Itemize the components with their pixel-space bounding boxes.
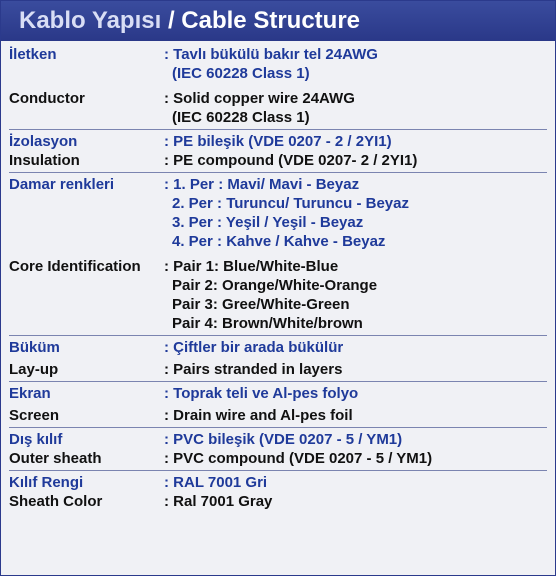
section-insulation bbox=[9, 132, 547, 173]
section-screen bbox=[9, 384, 547, 428]
core-en-row-4 bbox=[9, 314, 547, 333]
layup-en-value: : Pairs stranded in layers bbox=[164, 361, 343, 378]
core-tr-value-2: 2. Per : Turuncu/ Turuncu - Beyaz bbox=[172, 195, 409, 212]
section-conductor bbox=[9, 45, 547, 130]
conductor-en-row-1 bbox=[9, 89, 547, 108]
insulation-tr-value: : PE bileşik (VDE 0207 - 2 / 2YI1) bbox=[164, 133, 392, 150]
core-en-row-2 bbox=[9, 276, 547, 295]
conductor-tr-row-2 bbox=[9, 64, 547, 83]
insulation-tr-label: İzolasyon bbox=[9, 133, 78, 150]
conductor-en-label: Conductor bbox=[9, 90, 85, 107]
page-title bbox=[1, 1, 555, 41]
core-en-value-4: Pair 4: Brown/White/brown bbox=[172, 315, 363, 332]
core-tr-row-3 bbox=[9, 213, 547, 232]
section-outer-sheath bbox=[9, 430, 547, 471]
core-tr-value-1: : 1. Per : Mavi/ Mavi - Beyaz bbox=[164, 176, 360, 193]
core-en-row-1 bbox=[9, 257, 547, 276]
core-tr-label: Damar renkleri bbox=[9, 176, 115, 193]
layup-en-row bbox=[9, 360, 547, 379]
layup-tr-row bbox=[9, 338, 547, 357]
core-tr-row-1 bbox=[9, 175, 547, 194]
color-en-row bbox=[9, 492, 547, 511]
layup-tr-value: : Çiftler bir arada bükülür bbox=[164, 339, 344, 356]
layup-tr-label: Büküm bbox=[9, 339, 60, 356]
screen-en-label: Screen bbox=[9, 407, 60, 424]
color-tr-row bbox=[9, 473, 547, 492]
screen-en-row bbox=[9, 406, 547, 425]
color-tr-label: Kılıf Rengi bbox=[9, 474, 84, 491]
core-tr-row-4 bbox=[9, 232, 547, 251]
title-english: Cable Structure bbox=[181, 7, 361, 34]
conductor-tr-label: İletken bbox=[9, 46, 57, 63]
sheath-en-label: Outer sheath bbox=[9, 450, 102, 467]
layup-en-label: Lay-up bbox=[9, 361, 59, 378]
color-tr-value: : RAL 7001 Gri bbox=[164, 474, 268, 491]
color-en-label: Sheath Color bbox=[9, 493, 103, 510]
core-en-value-1: : Pair 1: Blue/White-Blue bbox=[164, 258, 339, 275]
section-layup bbox=[9, 338, 547, 382]
section-core-identification bbox=[9, 175, 547, 336]
screen-tr-label: Ekran bbox=[9, 385, 51, 402]
core-en-value-3: Pair 3: Gree/White-Green bbox=[172, 296, 350, 313]
core-en-value-2: Pair 2: Orange/White-Orange bbox=[172, 277, 378, 294]
core-tr-row-2 bbox=[9, 194, 547, 213]
screen-tr-value: : Toprak teli ve Al-pes folyo bbox=[164, 385, 359, 402]
insulation-en-row bbox=[9, 151, 547, 170]
sheath-en-value: : PVC compound (VDE 0207 - 5 / YM1) bbox=[164, 450, 433, 467]
core-tr-value-3: 3. Per : Yeşil / Yeşil - Beyaz bbox=[172, 214, 364, 231]
sheath-en-row bbox=[9, 449, 547, 468]
screen-en-value: : Drain wire and Al-pes foil bbox=[164, 407, 353, 424]
conductor-en-row-2 bbox=[9, 108, 547, 127]
conductor-tr-row-1 bbox=[9, 45, 547, 64]
conductor-en-value-1: : Solid copper wire 24AWG bbox=[164, 90, 355, 107]
core-tr-value-4: 4. Per : Kahve / Kahve - Beyaz bbox=[172, 233, 386, 250]
section-sheath-color bbox=[9, 473, 547, 513]
conductor-tr-value-1: : Tavlı bükülü bakır tel 24AWG bbox=[164, 46, 378, 63]
sheath-tr-label: Dış kılıf bbox=[9, 431, 63, 448]
conductor-tr-value-2: (IEC 60228 Class 1) bbox=[172, 65, 310, 82]
insulation-tr-row bbox=[9, 132, 547, 151]
title-turkish: Kablo Yapısı bbox=[19, 7, 162, 34]
screen-tr-row bbox=[9, 384, 547, 403]
insulation-en-value: : PE compound (VDE 0207- 2 / 2YI1) bbox=[164, 152, 418, 169]
core-en-label: Core Identification bbox=[9, 258, 141, 275]
sheath-tr-row bbox=[9, 430, 547, 449]
sheath-tr-value: : PVC bileşik (VDE 0207 - 5 / YM1) bbox=[164, 431, 403, 448]
conductor-en-value-2: (IEC 60228 Class 1) bbox=[172, 109, 310, 126]
color-en-value: : Ral 7001 Gray bbox=[164, 493, 273, 510]
core-en-row-3 bbox=[9, 295, 547, 314]
spec-table bbox=[1, 41, 555, 575]
insulation-en-label: Insulation bbox=[9, 152, 80, 169]
title-separator: / bbox=[161, 7, 182, 34]
